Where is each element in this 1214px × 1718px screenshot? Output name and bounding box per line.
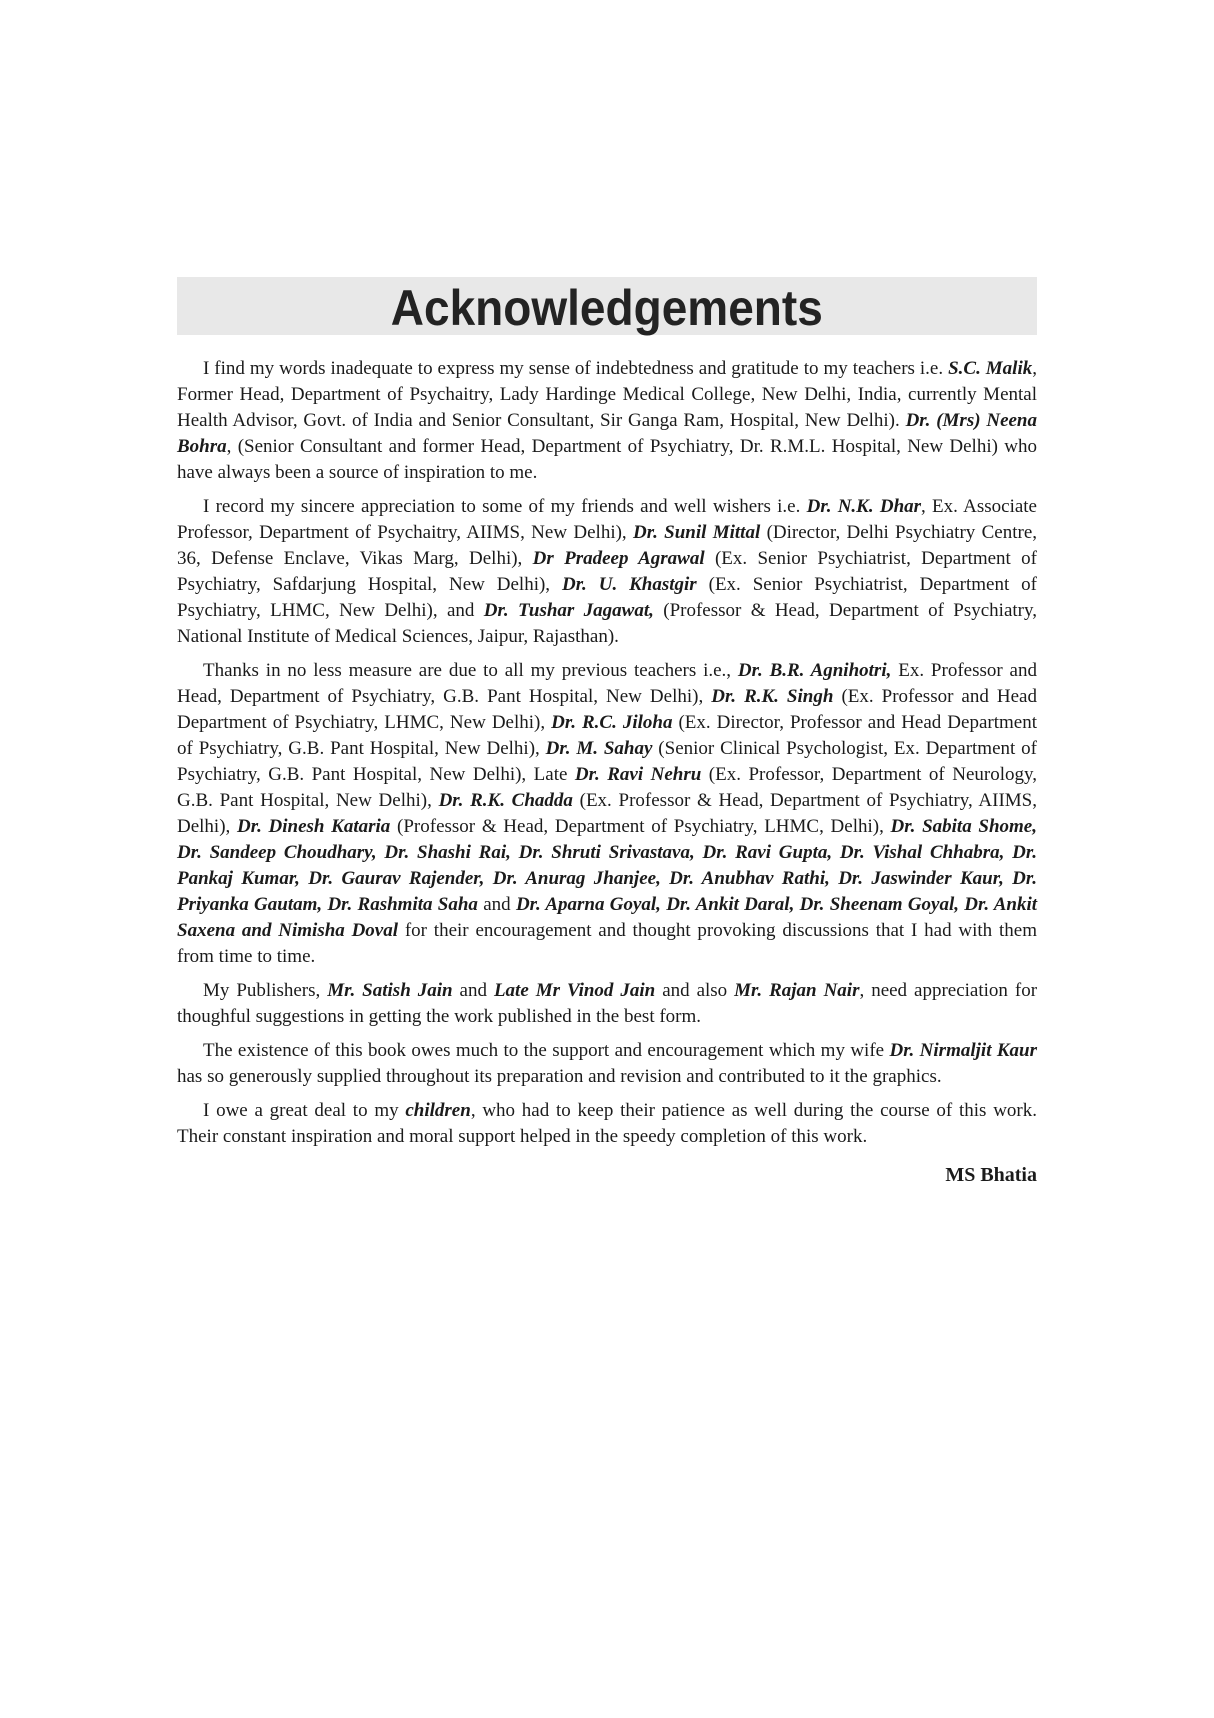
emphasized-name: Dr Pradeep Agrawal bbox=[532, 548, 705, 569]
emphasized-name: Dr. Aparna Goyal, Dr. Ankit Daral, Dr. Sheenam Goyal, Dr. Ankit Saxena and Nimisha Doval bbox=[177, 894, 1037, 941]
emphasized-name: Dr. (Mrs) Neena Bohra bbox=[177, 410, 1038, 457]
text-run: My Publishers, bbox=[203, 980, 328, 1001]
title-band bbox=[177, 277, 1037, 335]
emphasized-name: Dr. M. Sahay bbox=[545, 738, 653, 759]
emphasized-name: Dr. N.K. Dhar bbox=[806, 496, 922, 517]
emphasized-name: children bbox=[405, 1100, 471, 1121]
emphasized-name: Dr. Ravi Nehru bbox=[574, 764, 702, 785]
text-run: (Ex. Senior Psychiatrist, Department of Psychiatry, Safdarjung Hospital, New Delhi), bbox=[177, 548, 1037, 595]
text-run: , Former Head, Department of Psychaitry, Lady Hardinge Medical College, New Delhi, India, currently Mental Health Advisor, Govt. of India and Senior Consultant, Sir Ganga Ram, Hospital, New Delhi). bbox=[177, 358, 1037, 431]
paragraph bbox=[177, 1038, 1037, 1090]
text-run: (Ex. Professor & Head, Department of Psychiatry, AIIMS, Delhi), bbox=[177, 790, 1037, 837]
paragraph bbox=[177, 356, 1037, 486]
emphasized-name: Dr. Sunil Mittal bbox=[633, 522, 761, 543]
page-content bbox=[177, 277, 1037, 1187]
text-run: , Ex. Associate Professor, Department of Psychaitry, AIIMS, New Delhi), bbox=[177, 496, 1037, 543]
signature: MS Bhatia bbox=[945, 1164, 1037, 1186]
paragraph bbox=[177, 658, 1037, 970]
text-run: The existence of this book owes much to the support and encouragement which my wife bbox=[203, 1040, 890, 1061]
text-run: Ex. Professor and Head, Department of Psychiatry, G.B. Pant Hospital, New Delhi), bbox=[177, 660, 1037, 707]
emphasized-name: Dr. Dinesh Kataria bbox=[237, 816, 391, 837]
emphasized-name: Late Mr Vinod Jain bbox=[493, 980, 656, 1001]
text-run: (Ex. Senior Psychiatrist, Department of Psychiatry, LHMC, New Delhi), and bbox=[177, 574, 1038, 621]
text-run: (Senior Clinical Psychologist, Ex. Department of Psychiatry, G.B. Pant Hospital, New Delhi), Late bbox=[177, 738, 1037, 785]
emphasized-name: Dr. B.R. Agnihotri, bbox=[737, 660, 892, 681]
text-run: (Professor & Head, Department of Psychiatry, National Institute of Medical Sciences, Jaipur, Rajasthan). bbox=[177, 600, 1038, 647]
text-run: , who had to keep their patience as well during the course of this work. Their constant inspiration and moral support helped in the speedy completion of this work. bbox=[177, 1100, 1038, 1147]
emphasized-name: Mr. Rajan Nair bbox=[734, 980, 860, 1001]
acknowledgements-body bbox=[177, 356, 1037, 1150]
emphasized-name: Dr. R.K. Singh bbox=[711, 686, 834, 707]
emphasized-name: Dr. Tushar Jagawat, bbox=[483, 600, 654, 621]
text-run: (Director, Delhi Psychiatry Centre, 36, Defense Enclave, Vikas Marg, Delhi), bbox=[177, 522, 1037, 569]
text-run: for their encouragement and thought provoking discussions that I had with them from time to time. bbox=[177, 920, 1037, 967]
text-run: , need appreciation for thoughful suggestions in getting the work published in the best form. bbox=[177, 980, 1038, 1027]
paragraph bbox=[177, 1098, 1037, 1150]
emphasized-name: Dr. U. Khastgir bbox=[561, 574, 697, 595]
text-run: and bbox=[452, 980, 494, 1001]
emphasized-name: Dr. Nirmaljit Kaur bbox=[889, 1040, 1037, 1061]
emphasized-name: Mr. Satish Jain bbox=[327, 980, 453, 1001]
text-run: (Ex. Director, Professor and Head Department of Psychiatry, G.B. Pant Hospital, New Delhi), bbox=[177, 712, 1037, 759]
text-run: (Ex. Professor, Department of Neurology, G.B. Pant Hospital, New Delhi), bbox=[177, 764, 1037, 811]
text-run: , (Senior Consultant and former Head, Department of Psychiatry, Dr. R.M.L. Hospital, New Delhi) who have always been a source of inspiration to me. bbox=[177, 436, 1037, 483]
text-run: I record my sincere appreciation to some of my friends and well wishers i.e. bbox=[203, 496, 807, 517]
emphasized-name: S.C. Malik bbox=[948, 358, 1033, 379]
page-title: Acknowledgements bbox=[391, 280, 823, 336]
text-run: and also bbox=[655, 980, 735, 1001]
text-run: and bbox=[477, 894, 516, 915]
emphasized-name: Dr. R.C. Jiloha bbox=[551, 712, 673, 733]
text-run: (Ex. Professor and Head Department of Psychiatry, LHMC, New Delhi), bbox=[177, 686, 1037, 733]
paragraph bbox=[177, 494, 1037, 650]
text-run: I owe a great deal to my bbox=[203, 1100, 406, 1121]
text-run: Thanks in no less measure are due to all my previous teachers i.e., bbox=[203, 660, 738, 681]
emphasized-name: Dr. R.K. Chadda bbox=[438, 790, 573, 811]
text-run: I find my words inadequate to express my sense of indebtedness and gratitude to my teachers i.e. bbox=[203, 358, 949, 379]
text-run: has so generously supplied throughout its preparation and revision and contributed to it the graphics. bbox=[177, 1066, 942, 1087]
text-run: (Professor & Head, Department of Psychiatry, LHMC, Delhi), bbox=[390, 816, 891, 837]
emphasized-name: Dr. Sabita Shome, Dr. Sandeep Choudhary, Dr. Shashi Rai, Dr. Shruti Srivastava, Dr. Ravi Gupta, Dr. Vishal Chhabra, Dr. Pankaj Kumar, Dr. Gaurav Rajender, Dr. Anurag Jhanjee, Dr. Anubhav Rathi, Dr. Jaswinder Kaur, Dr. Priyanka Gautam, Dr. Rashmita Saha bbox=[177, 816, 1037, 915]
paragraph bbox=[177, 978, 1037, 1030]
